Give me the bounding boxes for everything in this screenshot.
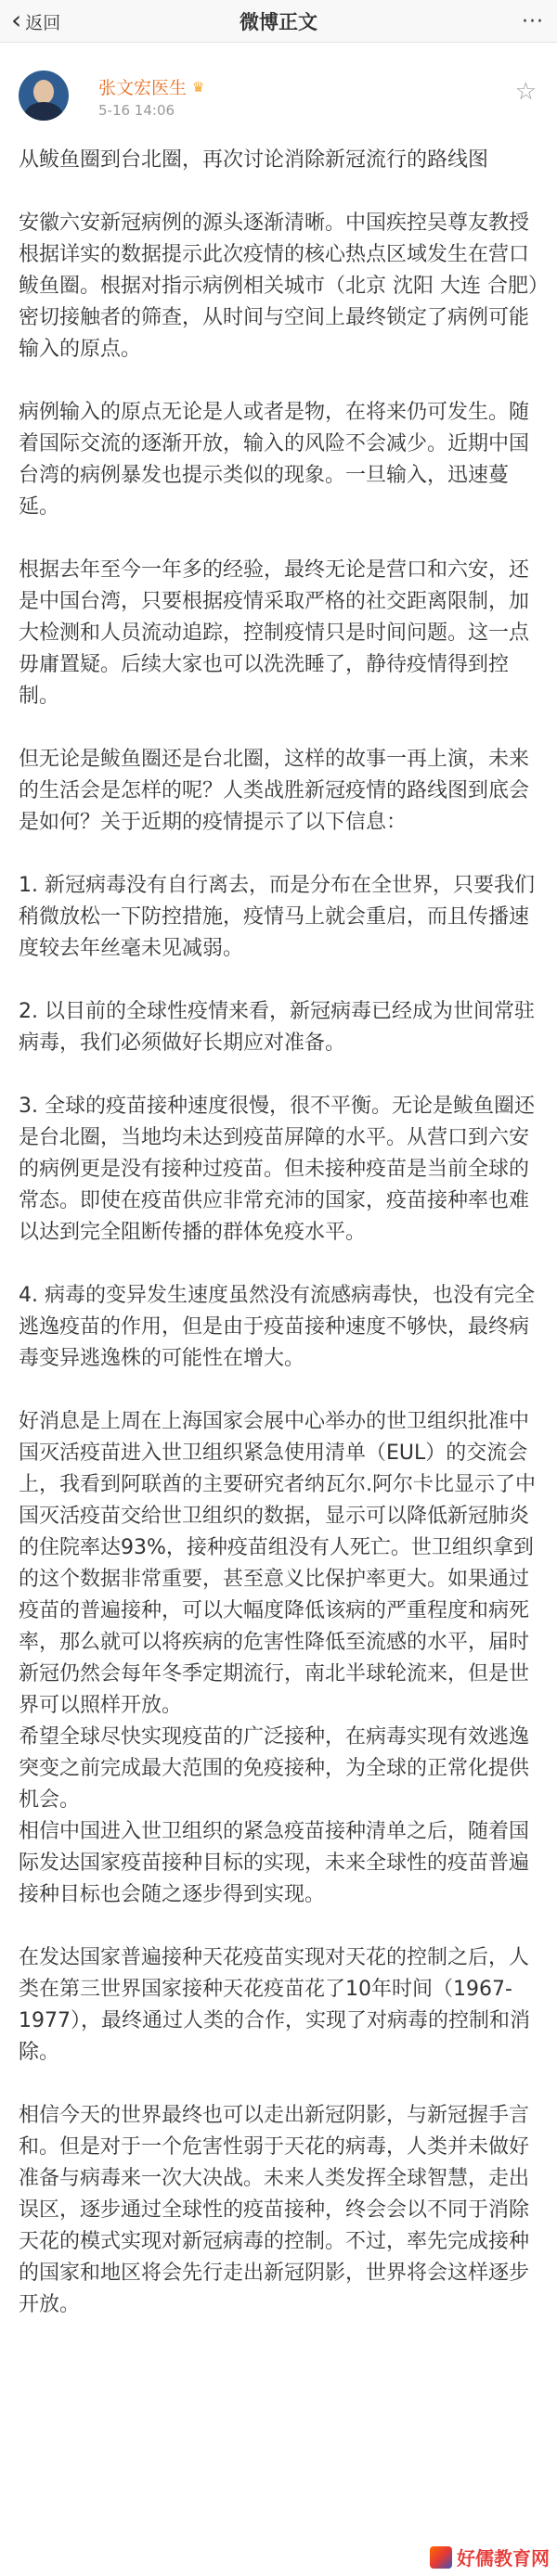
post-paragraph: 1. 新冠病毒没有自行离去，而是分布在全世界，只要我们稍微放松一下防控措施，疫情马上就会重启，而且传播速度较去年丝毫未见减弱。 [19,874,535,960]
more-options-icon[interactable]: ··· [522,9,544,33]
post-paragraph: 相信中国进入世卫组织的紧急疫苗接种清单之后，随着国际发达国家疫苗接种目标的实现，未来全球性的疫苗普遍接种目标也会随之逐步得到实现。 [19,1820,530,1906]
post-paragraph: 2. 以目前的全球性疫情来看，新冠病毒已经成为世间常驻病毒，我们必须做好长期应对准备。 [19,1000,535,1055]
page-title: 微博正文 [240,11,317,33]
author-name: 张文宏医生 [98,78,188,98]
post-paragraph: 安徽六安新冠病例的源头逐渐清晰。中国疾控吴尊友教授根据详实的数据提示此次疫情的核心热点区域发生在营口鲅鱼圈。根据对指示病例相关城市（北京 沈阳 大连 合肥）密切接触者的筛查，从时间与空间上最终锁定了病例可能输入的原点。 [19,211,538,361]
avatar-face [33,80,54,104]
post-paragraph: 3. 全球的疫苗接种速度很慢，很不平衡。无论是鲅鱼圈还是台北圈，当地均未达到疫苗屏障的水平。从营口到六安的病例更是没有接种过疫苗。但未接种疫苗是当前全球的常态。即使在疫苗供应非常充沛的国家，疫苗接种率也难以达到完全阻断传播的群体免疫水平。 [19,1095,535,1244]
favorite-star-icon[interactable]: ☆ [514,78,537,106]
site-watermark [430,2544,550,2570]
watermark-logo-icon [430,2546,452,2569]
avatar[interactable] [19,70,69,121]
chevron-left-icon: ‹ [11,4,22,35]
author-header [0,43,557,135]
post-paragraph: 根据去年至今一年多的经验，最终无论是营口和六安，还是中国台湾，只要根据疫情采取严格的社交距离限制，加大检测和人员流动追踪，控制疫情只是时间问题。这一点毋庸置疑。后续大家也可以洗洗睡了，静待疫情得到控制。 [19,558,530,708]
navbar [0,0,557,43]
author-name-link[interactable] [98,74,204,99]
post-paragraph: 4. 病毒的变异发生速度虽然没有流感病毒快，也没有完全逃逸疫苗的作用，但是由于疫苗接种速度不够快，最终病毒变异逃逸株的可能性在增大。 [19,1284,535,1370]
watermark-text: 好儒教育网 [457,2547,550,2570]
post-paragraph: 好消息是上周在上海国家会展中心举办的世卫组织批准中国灭活疫苗进入世卫组织紧急使用清单（EUL）的交流会上，我看到阿联酋的主要研究者纳瓦尔.阿尔卡比显示了中国灭活疫苗交给世卫组织的数据，显示可以降低新冠肺炎的住院率达93%，接种疫苗组没有人死亡。世卫组织拿到的这个数据非常重要，甚至意义比保护率更大。如果通过疫苗的普遍接种，可以大幅度降低该病的严重程度和病死率，那么就可以将疾病的危害性降低至流感的水平，届时新冠仍然会每年冬季定期流行，南北半球轮流来，但是世界可以照样开放。 [19,1410,536,1717]
post-paragraph: 在发达国家普遍接种天花疫苗实现对天花的控制之后，人类在第三世界国家接种天花疫苗花了10年时间（1967-1977），最终通过人类的合作，实现了对病毒的控制和消除。 [19,1946,530,2064]
post-paragraph: 但无论是鲅鱼圈还是台北圈，这样的故事一再上演，未来的生活会是怎样的呢？人类战胜新冠疫情的路线图到底会是如何？关于近期的疫情提示了以下信息： [19,748,530,834]
post-time: 5-16 14:06 [98,102,175,119]
post-paragraph: 病例输入的原点无论是人或者是物，在将来仍可发生。随着国际交流的逐渐开放，输入的风险不会减少。近期中国台湾的病例暴发也提示类似的现象。一旦输入，迅速蔓延。 [19,401,530,519]
post-paragraph: 从鲅鱼圈到台北圈，再次讨论消除新冠流行的路线图 [19,148,489,172]
avatar-body [24,102,63,121]
crown-badge-icon: ♛ [192,78,205,96]
post-paragraph: 相信今天的世界最终也可以走出新冠阴影，与新冠握手言和。但是对于一个危害性弱于天花的病毒，人类并未做好准备与病毒来一次大决战。未来人类发挥全球智慧，走出误区，逐步通过全球性的疫苗接种，终会会以不同于消除天花的模式实现对新冠病毒的控制。不过，率先完成接种的国家和地区将会先行走出新冠阴影，世界将会这样逐步开放。 [19,2104,530,2316]
post-paragraph: 希望全球尽快实现疫苗的广泛接种，在病毒实现有效逃逸突变之前完成最大范围的免疫接种，为全球的正常化提供机会。 [19,1725,530,1812]
post-content [0,135,557,2321]
back-label: 返回 [25,12,61,33]
